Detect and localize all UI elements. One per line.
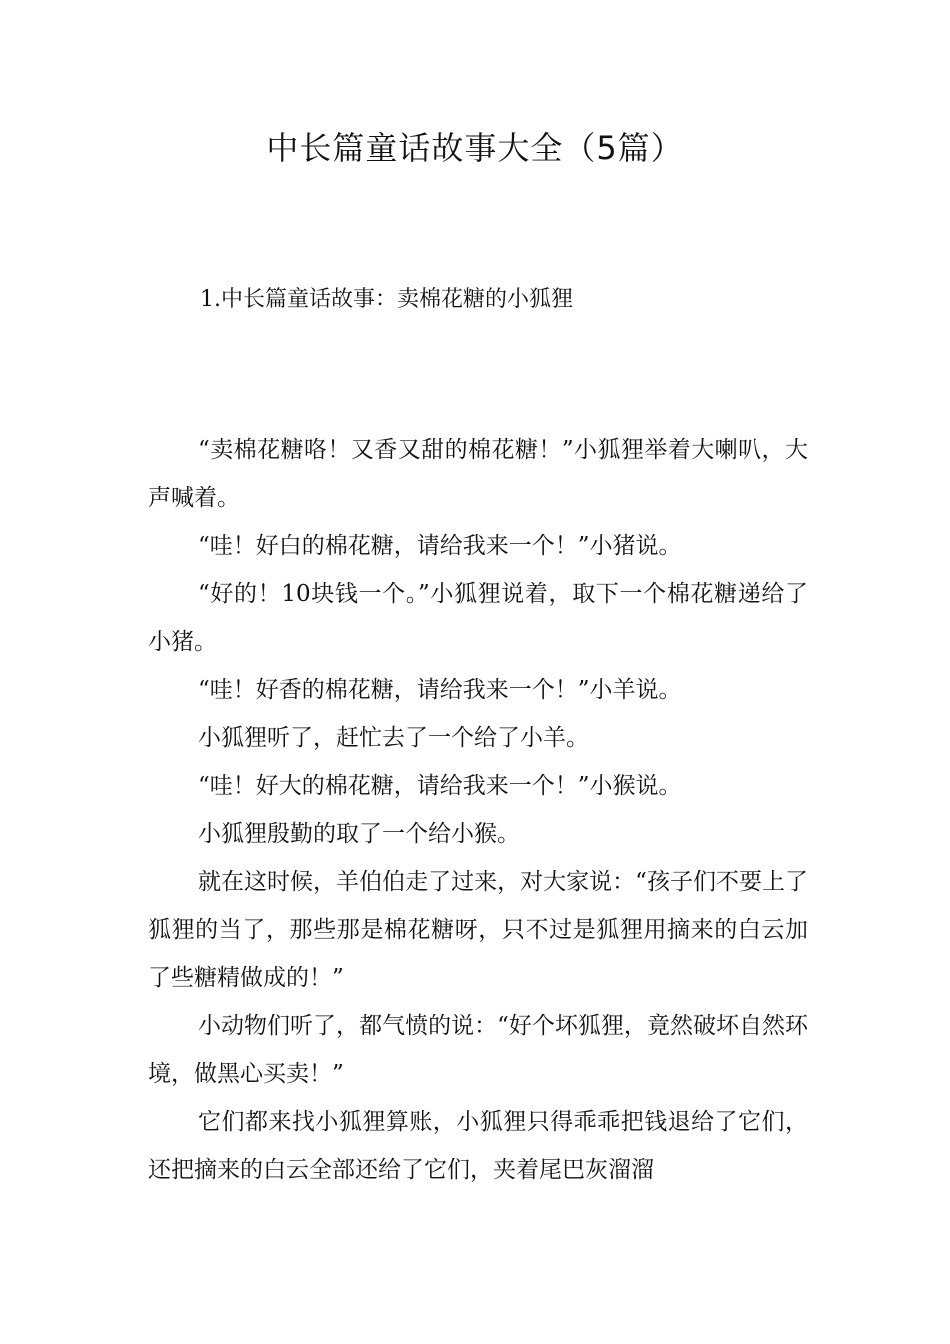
paragraph: “哇！好白的棉花糖，请给我来一个！”小猪说。 (198, 533, 682, 559)
paragraph: 就在这时候，羊伯伯走了过来，对大家说：“孩子们不要上了狐狸的当了，那些那是棉花糖呀，只不过是狐狸用摘来的白云加了些糖精做成的！” (148, 869, 808, 991)
section-heading: 1.中长篇童话故事：卖棉花糖的小狐狸 (200, 287, 573, 312)
story-body (148, 426, 808, 1194)
paragraph: 它们都来找小狐狸算账，小狐狸只得乖乖把钱退给了它们，还把摘来的白云全部还给了它们，夹着尾巴灰溜溜 (148, 1109, 808, 1183)
paragraph: “好的！10块钱一个。”小狐狸说着，取下一个棉花糖递给了小猪。 (148, 581, 808, 655)
paragraph: 小狐狸殷勤的取了一个给小猴。 (198, 821, 520, 847)
paragraph: “卖棉花糖咯！又香又甜的棉花糖！”小狐狸举着大喇叭，大声喊着。 (148, 437, 808, 511)
paragraph: 小狐狸听了，赶忙去了一个给了小羊。 (198, 725, 589, 751)
paragraph: “哇！好香的棉花糖，请给我来一个！”小羊说。 (198, 677, 682, 703)
paragraph: 小动物们听了，都气愤的说：“好个坏狐狸，竟然破坏自然环境，做黑心买卖！” (148, 1013, 808, 1087)
document-title: 中长篇童话故事大全（5篇） (266, 129, 684, 167)
paragraph: “哇！好大的棉花糖，请给我来一个！”小猴说。 (198, 773, 682, 799)
